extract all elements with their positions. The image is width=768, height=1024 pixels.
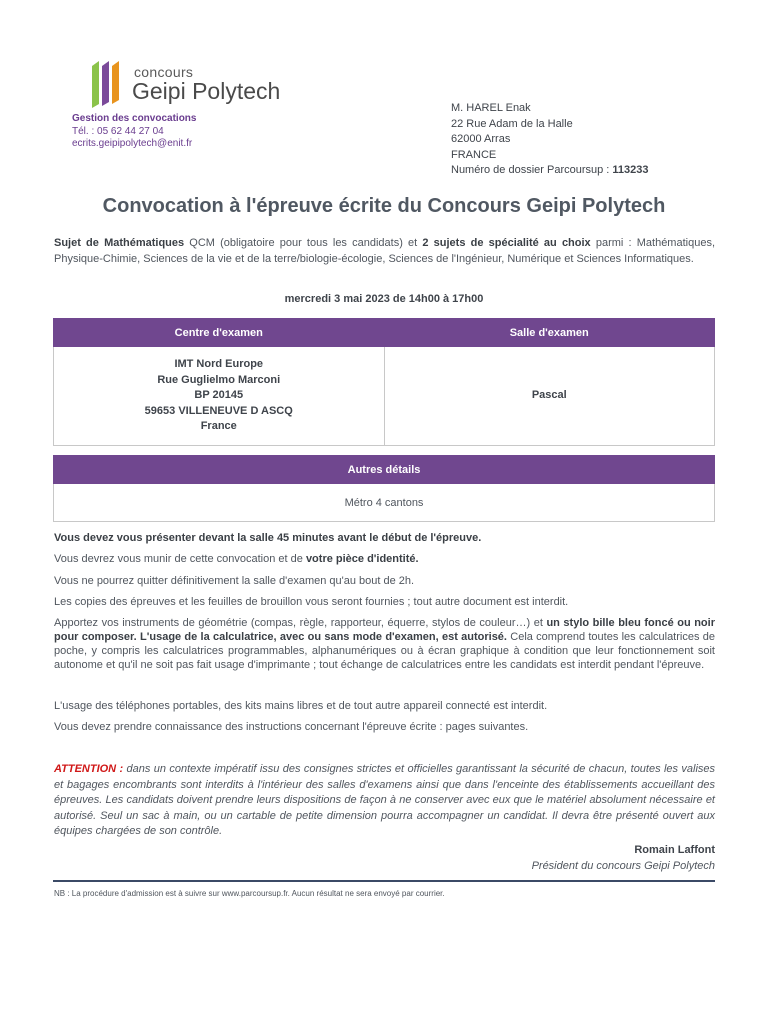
attention-text: dans un contexte impératif issu des consignes strictes et officielles garantissant la sécurité de chacun, toutes les valises et bagages encombrants sont interdits à l'intérieur des salles d'examens ainsi que dans l'enceinte des établissements accueillant des épreuves. Les candidats doivent prendre leurs dispositions de façon à ne conserver avec eux que le matériel absolument nécessaire et autorisé. Seul un sac à main, ou un cartable de petite dimension pourra accompagner un candidat. Il devra être présenté ouvert aux équipes chargées de son contrôle. [54,763,716,837]
intro-specialty: 2 sujets de spécialité au choix [422,237,591,249]
details-value: Métro 4 cantons [54,484,715,522]
exam-date: mercredi 3 mai 2023 de 14h00 à 17h00 [284,293,484,305]
center-line: BP 20145 [194,389,244,402]
recipient-name: M. HAREL Enak [451,102,531,114]
details-table [53,455,715,522]
header-other-details: Autres détails [54,456,715,484]
intro-text1: QCM (obligatoire pour tous les candidats) et [184,237,423,249]
concours-logo [90,58,310,110]
instruction-next-pages: Vous devez prendre connaissance des instructions concernant l'épreuve écrite : pages suivantes. [54,721,529,733]
signature-role: Président du concours Geipi Polytech [531,860,715,872]
instruction-copies: Les copies des épreuves et les feuilles de brouillon vous seront fournies ; tout autre document est interdit. [54,596,569,608]
instruction-arrival-text: Vous devez vous présenter devant la salle 45 minutes avant le début de l'épreuve. [54,532,482,544]
center-line: IMT Nord Europe [174,358,264,371]
dossier-label: Numéro de dossier Parcoursup : [451,164,610,176]
center-line: 59653 VILLENEUVE D ASCQ [144,404,293,417]
center-line: France [200,420,237,433]
dossier-line [451,163,649,179]
recipient-country: FRANCE [451,148,497,161]
instruction-arrival [54,531,715,545]
footer-note: NB : La procédure d'admission est à suivre sur www.parcoursup.fr. Aucun résultat ne sera envoyé par courrier. [54,889,445,898]
page-title: Convocation à l'épreuve écrite du Concours Geipi Polytech [102,195,666,217]
attention-label: ATTENTION : [54,763,124,775]
attention-paragraph [54,762,715,840]
header-exam-room: Salle d'examen [384,319,715,347]
tools-calculator-bold: L'usage de la calculatrice, avec ou sans mode d'examen, est autorisé. [140,631,507,643]
footer-divider [53,880,715,882]
instruction-leave: Vous ne pourrez quitter définitivement la salle d'examen qu'au bout de 2h. [54,575,415,587]
intro-text2: parmi : Mathématiques, Physique-Chimie, Sciences de la vie et de la terre/biologie-écologie, Sciences de l'Ingénieur, Numérique et Sciences Informatiques. [54,237,716,265]
tools-pen-bold: un stylo bille bleu foncé ou noir pour composer. [54,617,715,643]
recipient-street: 22 Rue Adam de la Halle [451,117,573,130]
contact-org: Gestion des convocations [72,113,197,124]
instruction-tools [54,616,715,672]
tools-text-a: Apportez vos instruments de géométrie (compas, règle, rapporteur, équerre, stylos de couleur…) et [54,617,547,629]
exam-center-cell [54,347,385,446]
dossier-number: 113233 [612,164,649,176]
recipient-address [451,101,649,179]
intro-paragraph [54,236,715,267]
intro-subject: Sujet de Mathématiques [54,237,185,249]
contact-block [72,113,196,151]
tools-text-e: Cela comprend toutes les calculatrices de poche, y compris les calculatrices programmables, alphanumériques ou à écran graphique à condition que leur fonctionnement soit autonome et qu'il ne soit pas fait usage d'imprimante ; tout échange de calculatrices entre les candidats est interdit pendant l'épreuve. [54,631,715,671]
header-exam-center: Centre d'examen [54,319,385,347]
exam-table [53,318,715,446]
instruction-id-bold: votre pièce d'identité. [305,553,419,565]
recipient-city: 62000 Arras [451,133,511,145]
contact-email[interactable]: ecrits.geipipolytech@enit.fr [72,138,193,149]
contact-phone: Tél. : 05 62 44 27 04 [72,125,164,137]
signature-name: Romain Laffont [634,844,715,856]
logo-text-big: Geipi Polytech [132,78,281,104]
exam-room-cell: Pascal [384,347,715,446]
logo-text-small: concours [134,64,194,80]
center-line: Rue Guglielmo Marconi [157,373,281,386]
logo-bars-icon [90,58,126,108]
instruction-id-text: Vous devrez vous munir de cette convocation et de [54,553,306,565]
instruction-id [54,552,715,566]
instruction-phones: L'usage des téléphones portables, des kits mains libres et de tout autre appareil connecté est interdit. [54,700,548,712]
